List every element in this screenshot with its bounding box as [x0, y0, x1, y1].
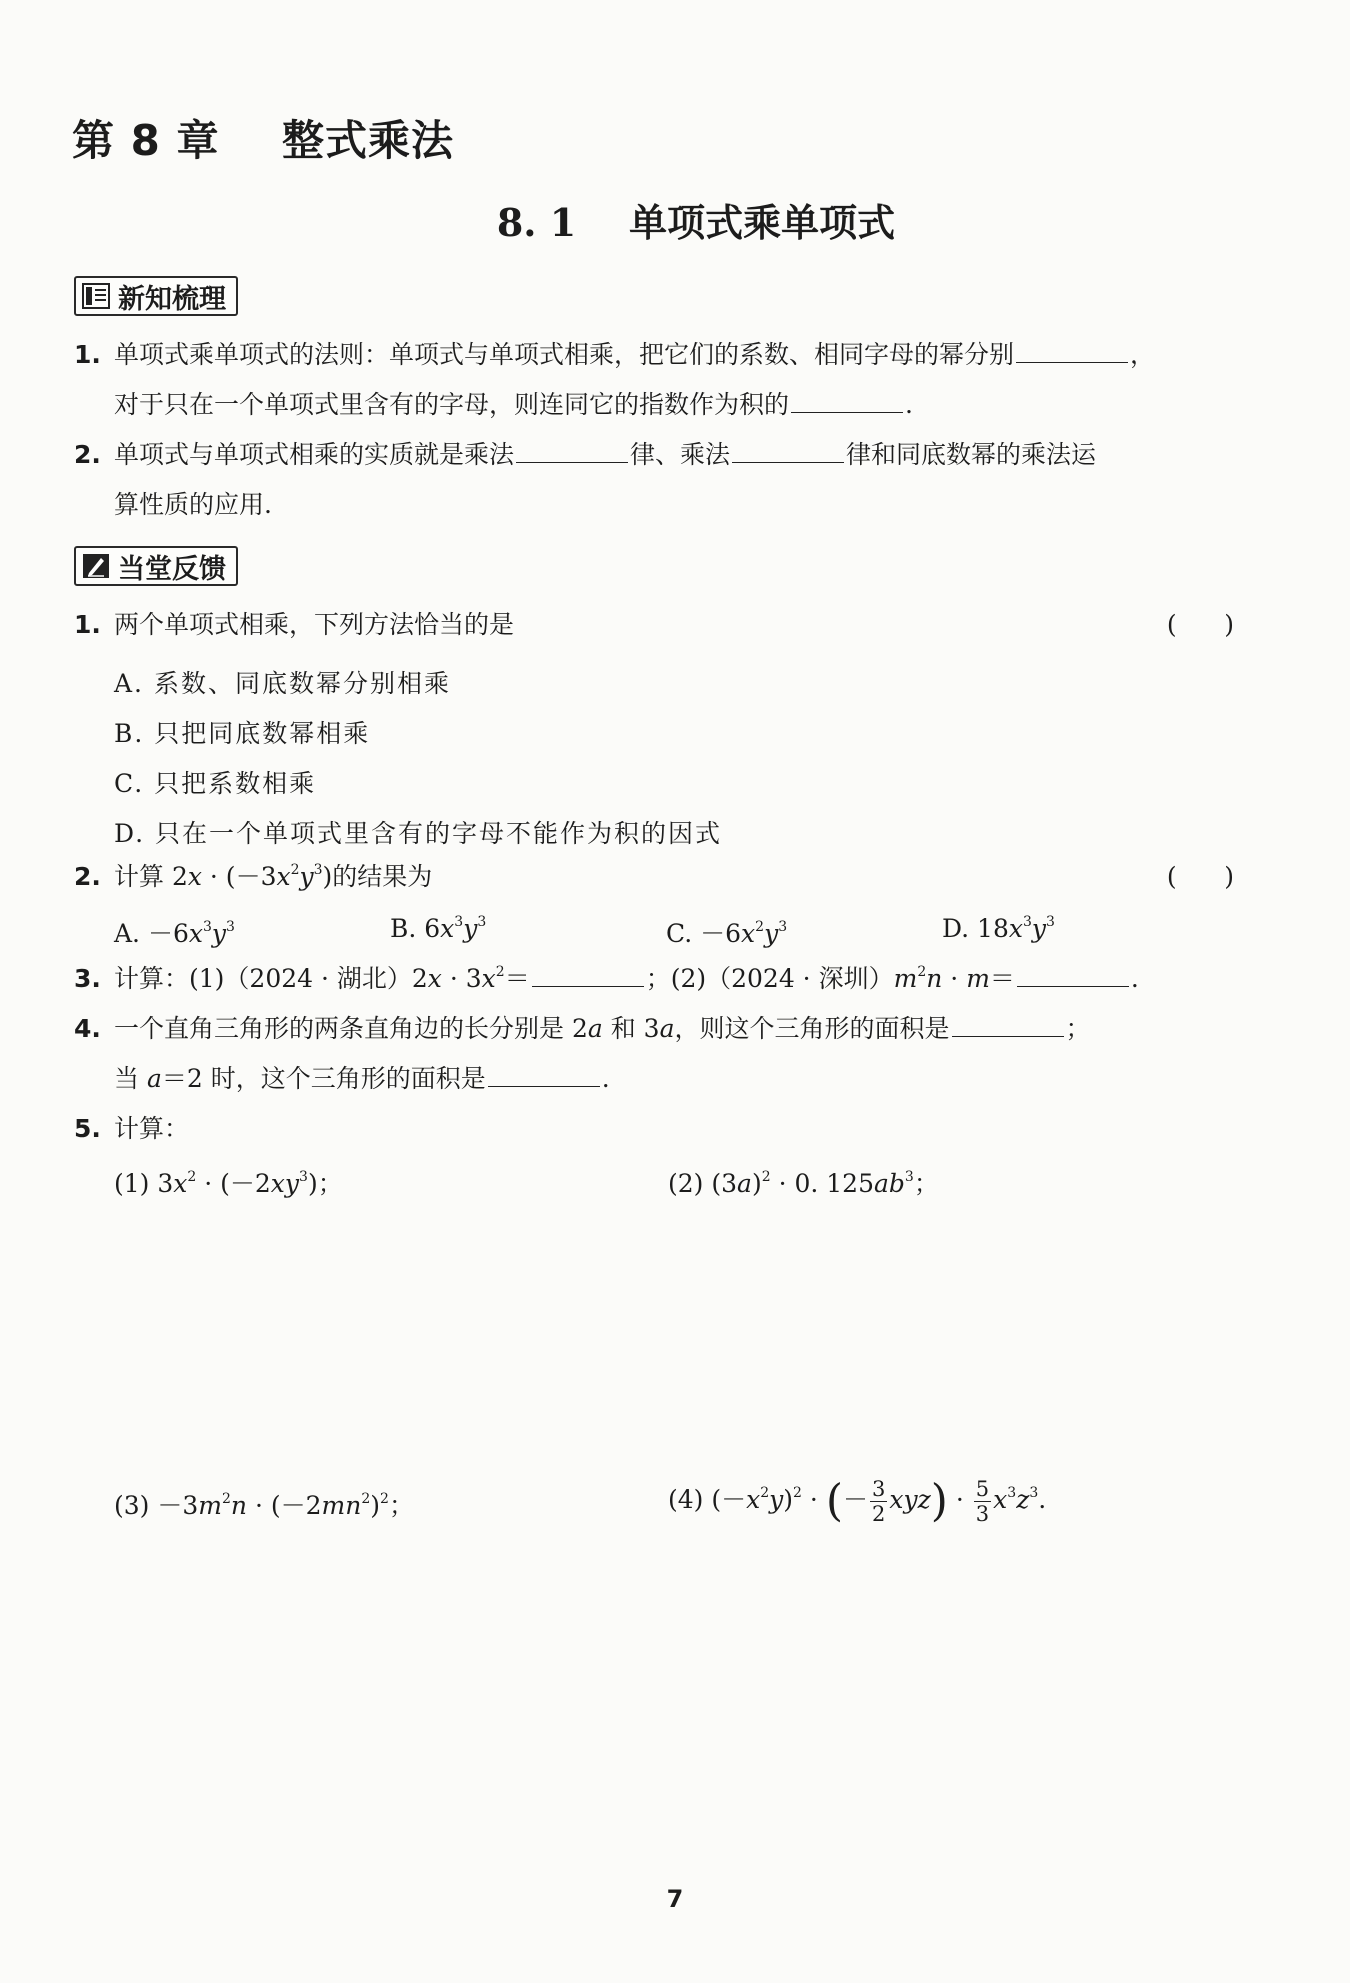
question-number: 1.: [74, 610, 101, 639]
text: (1) 3: [114, 1169, 174, 1198]
option-c[interactable]: C. 只把系数相乘: [114, 769, 317, 798]
question-number: 5.: [74, 1114, 101, 1143]
item-number: 1.: [74, 340, 101, 369]
sub-problem-1: (1) $3x^2 \cdot (-2xy^3)$；: [114, 1169, 343, 1198]
option-a[interactable]: A. 系数、同底数幂分别相乘: [114, 669, 451, 698]
text: .: [1038, 1485, 1047, 1514]
text: ): [751, 1169, 762, 1198]
section-tag-feedback-label: 当堂反馈: [118, 553, 226, 585]
text: · 3: [441, 964, 482, 993]
text: )的结果为: [322, 862, 433, 891]
page-number: 7: [666, 1885, 684, 1913]
text: 和 3: [602, 1014, 660, 1043]
answer-blank[interactable]: [952, 1009, 1064, 1038]
text: 对于只在一个单项式里含有的字母，则连同它的指数作为积的: [114, 390, 790, 419]
text: )；: [307, 1169, 343, 1198]
question-number: 2.: [74, 862, 101, 891]
option-a[interactable]: A. $-6x^3y^3$: [114, 919, 235, 948]
text: ；: [1065, 1014, 1091, 1043]
answer-blank[interactable]: [488, 1059, 600, 1088]
text: (2) (3: [668, 1169, 738, 1198]
pencil-note-icon: [82, 553, 110, 579]
sub-problem-4: (4) $(-x^2y)^2$ · (－ $\frac{3}{2}$ xyz) · $\frac{5}{3}$ $x^3z^3$.: [668, 1475, 1047, 1527]
text: (3) －3: [114, 1491, 199, 1520]
feedback-question-4: 4. 一个直角三角形的两条直角边的长分别是 2a 和 3a，则这个三角形的面积是 ； 当 a＝2 时，这个三角形的面积是 .: [74, 1004, 1234, 1104]
question-number: 4.: [74, 1014, 101, 1043]
section-title: [0, 192, 1350, 247]
feedback-question-2: 2. 计算 $2x \cdot (-3x^2y^3)$的结果为 ( ): [74, 852, 1234, 902]
text: ＝2 时，这个三角形的面积是: [161, 1064, 486, 1093]
text: ；(2)（2024 · 深圳）: [645, 964, 894, 993]
chapter-title: 第 8 章 整式乘法: [72, 116, 454, 165]
text: ，则这个三角形的面积是: [674, 1014, 950, 1043]
answer-blank[interactable]: [532, 959, 644, 988]
feedback-question-3: 3. 计算：(1)（2024 · 湖北）$2x \cdot 3x^2=$ ；(2)（2024 · 深圳）$m^2n \cdot m=$ .: [74, 954, 1234, 1004]
option-c[interactable]: C. $-6x^2y^3$: [666, 919, 788, 948]
answer-blank[interactable]: [791, 385, 903, 414]
text: ·: [942, 964, 967, 993]
text: 律和同底数幂的乘法运: [846, 440, 1097, 469]
feedback-question-5: [74, 1104, 1234, 1154]
knowledge-item-1: [74, 330, 1234, 430]
question-number: 3.: [74, 964, 101, 993]
text: (4) (－: [668, 1485, 747, 1514]
option-d[interactable]: D. 只在一个单项式里含有的字母不能作为积的因式: [114, 819, 723, 848]
text: .: [905, 390, 913, 419]
answer-parentheses[interactable]: ( ): [1166, 862, 1234, 891]
sub-problem-2: (2) $(3a)^2 \cdot 0$. $125ab^3$；: [668, 1169, 939, 1198]
knowledge-item-2: [74, 430, 1234, 530]
section-tag-feedback: [74, 546, 238, 586]
option-label: C. －6: [666, 919, 742, 948]
text: 单项式与单项式相乘的实质就是乘法: [114, 440, 515, 469]
text: ): [370, 1491, 381, 1520]
text: · (－3: [201, 862, 277, 891]
text: 单项式乘单项式的法则：单项式与单项式相乘，把它们的系数、相同字母的幂分别: [114, 340, 1015, 369]
text: 一个直角三角形的两条直角边的长分别是 2: [114, 1014, 588, 1043]
item-number: 2.: [74, 440, 101, 469]
text: .: [601, 1064, 610, 1093]
answer-blank[interactable]: [516, 435, 628, 464]
fraction-three-halves: $\frac{3}{2}$: [872, 1477, 886, 1526]
text: 计算 2: [114, 862, 188, 891]
option-label: D. 18: [942, 914, 1009, 943]
question-stem: 计算：: [114, 1114, 190, 1143]
feedback-question-1: [74, 600, 1234, 650]
text: 当: [114, 1064, 147, 1093]
text: ·: [801, 1485, 826, 1514]
text: 律、乘法: [630, 440, 731, 469]
text: · 0. 125: [770, 1169, 874, 1198]
option-label: B. 6: [390, 914, 441, 943]
option-b[interactable]: B. $6x^3y^3$: [390, 914, 487, 943]
section-title-text: 8. 1 单项式乘单项式: [496, 200, 896, 245]
answer-parentheses[interactable]: ( ): [1166, 610, 1234, 639]
option-b[interactable]: B. 只把同底数幂相乘: [114, 719, 371, 748]
sub-problem-3: $(3) -3m^2n \cdot (-2mn^2)^2$；: [114, 1491, 414, 1520]
answer-blank[interactable]: [1017, 959, 1129, 988]
text: ，: [1130, 340, 1156, 369]
answer-blank[interactable]: [1016, 335, 1128, 364]
text: ；: [388, 1491, 414, 1520]
fraction-five-thirds: $\frac{5}{3}$: [975, 1477, 990, 1526]
answer-blank[interactable]: [732, 435, 844, 464]
text: ·: [947, 1485, 972, 1514]
section-tag-knowledge: [74, 276, 238, 316]
section-tag-knowledge-label: 新知梳理: [118, 283, 226, 315]
text: 计算：(1)（2024 · 湖北）2: [114, 964, 428, 993]
option-label: A. －6: [114, 919, 189, 948]
text: .: [1130, 964, 1139, 993]
text: ＝: [989, 964, 1015, 993]
text: · (－2: [196, 1169, 271, 1198]
text: ): [783, 1485, 794, 1514]
text: ＝: [504, 964, 530, 993]
text: 算性质的应用.: [114, 490, 272, 519]
text: ；: [913, 1169, 939, 1198]
book-list-icon: [82, 283, 110, 309]
option-d[interactable]: D. $18x^3y^3$: [942, 914, 1055, 943]
text: · (－2: [247, 1491, 322, 1520]
question-stem: 两个单项式相乘，下列方法恰当的是: [114, 610, 515, 639]
